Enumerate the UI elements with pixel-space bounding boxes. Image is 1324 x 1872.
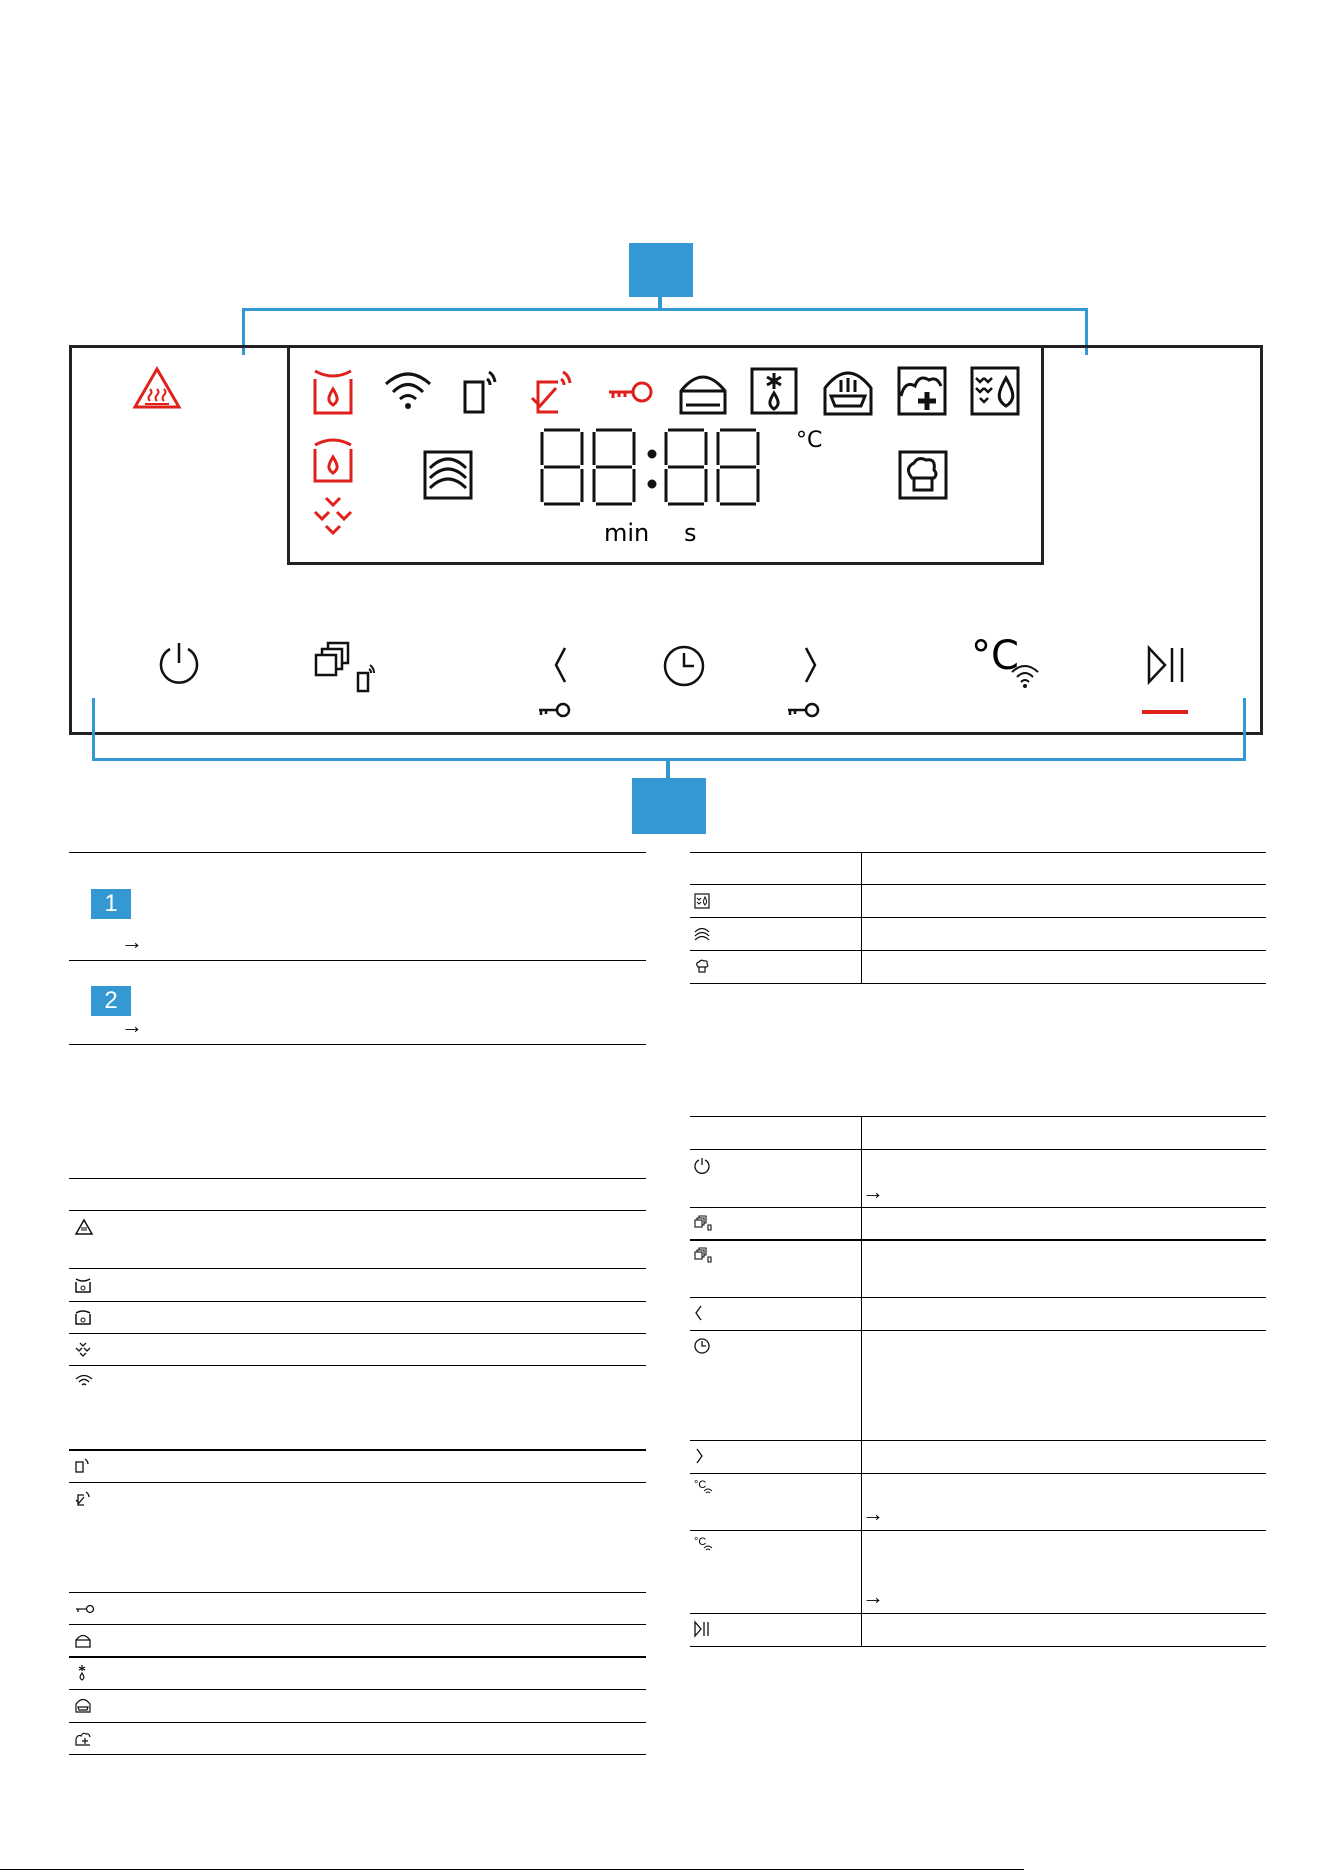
- left-table-rule: [69, 1365, 646, 1366]
- right-chevron-small-icon[interactable]: [694, 1448, 704, 1464]
- callout-1-box: [629, 243, 693, 297]
- bowl-small-icon: [75, 1632, 91, 1648]
- badge-1-arrow: →: [121, 929, 143, 954]
- left-chevron-small-icon[interactable]: [694, 1305, 704, 1321]
- right-table-rule: [690, 884, 1266, 885]
- badge-2: 2: [91, 986, 131, 1016]
- left-table-rule: [69, 1301, 646, 1302]
- badge-2-arrow: →: [121, 1013, 143, 1038]
- steam-small-icon: [694, 925, 710, 941]
- power-icon[interactable]: [158, 641, 200, 685]
- right-table-rule: [690, 1239, 1266, 1241]
- left-table-rule: [69, 1210, 646, 1211]
- left-table-rule: [69, 1333, 646, 1334]
- temperature-wifi-icon[interactable]: [1010, 664, 1040, 688]
- copy-remote-icon[interactable]: [314, 641, 380, 693]
- water-tank-empty-small-icon: [75, 1277, 91, 1293]
- badge-1: 1: [91, 889, 131, 919]
- right-table-rule: [690, 1330, 1266, 1331]
- right-table-rule: [690, 1297, 1266, 1298]
- right-table-rule: [690, 1207, 1266, 1208]
- child-lock-small-icon: [75, 1604, 95, 1614]
- left-table-rule: [69, 1268, 646, 1269]
- water-tank-icon: [313, 435, 353, 485]
- right-table-rule: [690, 983, 1266, 984]
- time-display: [540, 428, 790, 510]
- right-table-rule: [690, 1440, 1266, 1441]
- remote-start-icon: [462, 368, 502, 416]
- clock-small-icon[interactable]: [694, 1338, 710, 1354]
- chef-hat-small-icon: [694, 958, 710, 974]
- left-table-rule: [69, 852, 646, 853]
- left-table-rule: [69, 1624, 646, 1625]
- temperature-label[interactable]: °C: [971, 633, 1019, 679]
- remote-start-small-icon: [75, 1457, 91, 1473]
- defrost-icon: [750, 367, 798, 415]
- temperature-arrow-1: →: [862, 1501, 884, 1526]
- temperature-small-label-2[interactable]: °C: [694, 1536, 707, 1548]
- steam-icon: [423, 450, 473, 500]
- left-table-rule: [69, 1449, 646, 1451]
- clock-icon[interactable]: [663, 645, 705, 687]
- temperature-small-label-1[interactable]: °C: [694, 1479, 707, 1491]
- chef-hat-icon: [898, 450, 948, 500]
- play-pause-icon[interactable]: [1146, 646, 1186, 684]
- descale-arrows-icon: [311, 494, 355, 538]
- right-table-rule: [690, 917, 1266, 918]
- label-s: s: [684, 519, 697, 547]
- footer-rule: [0, 1869, 1024, 1870]
- celsius-unit: °C: [796, 428, 823, 453]
- left-table-rule: [69, 1178, 646, 1179]
- left-table-rule: [69, 1689, 646, 1690]
- water-tank-small-icon: [75, 1309, 91, 1325]
- steam-bake-icon: [823, 366, 873, 416]
- steam-bake-small-icon: [75, 1697, 91, 1713]
- label-min: min: [604, 519, 650, 547]
- right-table-rule: [690, 950, 1266, 951]
- remote-start-active-small-icon: [75, 1490, 91, 1506]
- right-table-rule: [690, 852, 1266, 853]
- power-small-icon[interactable]: [694, 1157, 710, 1173]
- descale-arrows-small-icon: [75, 1341, 91, 1357]
- defrost-small-icon: [75, 1664, 89, 1682]
- play-pause-small-icon[interactable]: [694, 1621, 710, 1637]
- water-tank-empty-icon: [313, 367, 353, 417]
- temperature-wifi-small-icon-2[interactable]: [703, 1545, 713, 1553]
- callout-2-bracket: [92, 698, 1246, 761]
- wifi-icon: [384, 372, 432, 410]
- left-table-rule: [69, 1044, 646, 1045]
- left-table-rule: [69, 1722, 646, 1723]
- steam-plus-small-icon: [75, 1730, 91, 1746]
- left-table-rule: [69, 1592, 646, 1593]
- descale-icon: [970, 366, 1020, 416]
- left-table-rule: [69, 1754, 646, 1755]
- power-arrow: →: [862, 1179, 884, 1204]
- descale-small-icon: [694, 893, 710, 909]
- right-table-rule: [690, 1473, 1266, 1474]
- right-table-column-divider: [861, 852, 862, 983]
- right-table-column-divider: [861, 1116, 862, 1646]
- bowl-icon: [678, 367, 728, 415]
- left-table-rule: [69, 1482, 646, 1483]
- left-table-rule: [69, 1656, 646, 1658]
- hot-surface-small-icon: [75, 1219, 93, 1235]
- temperature-wifi-small-icon-1[interactable]: [703, 1488, 713, 1496]
- steam-plus-icon: [897, 366, 947, 416]
- right-table-rule: [690, 1149, 1266, 1150]
- left-chevron-icon[interactable]: [553, 646, 569, 684]
- left-table-rule: [69, 960, 646, 961]
- right-table-rule: [690, 1116, 1266, 1117]
- callout-2-stem: [666, 760, 670, 780]
- right-chevron-icon[interactable]: [802, 646, 818, 684]
- remote-start-active-icon: [530, 368, 578, 416]
- copy-remote-small-icon-2[interactable]: [694, 1247, 714, 1263]
- right-table-rule: [690, 1530, 1266, 1531]
- copy-remote-small-icon-1[interactable]: [694, 1215, 714, 1231]
- display-colon-dot: [649, 451, 655, 457]
- display-colon-dot: [649, 481, 655, 487]
- right-table-rule: [690, 1646, 1266, 1647]
- hot-surface-icon: [133, 367, 181, 409]
- child-lock-icon: [606, 380, 654, 404]
- wifi-small-icon: [75, 1374, 93, 1388]
- temperature-arrow-2: →: [862, 1584, 884, 1609]
- right-table-rule: [690, 1613, 1266, 1614]
- callout-2-box: [632, 778, 706, 834]
